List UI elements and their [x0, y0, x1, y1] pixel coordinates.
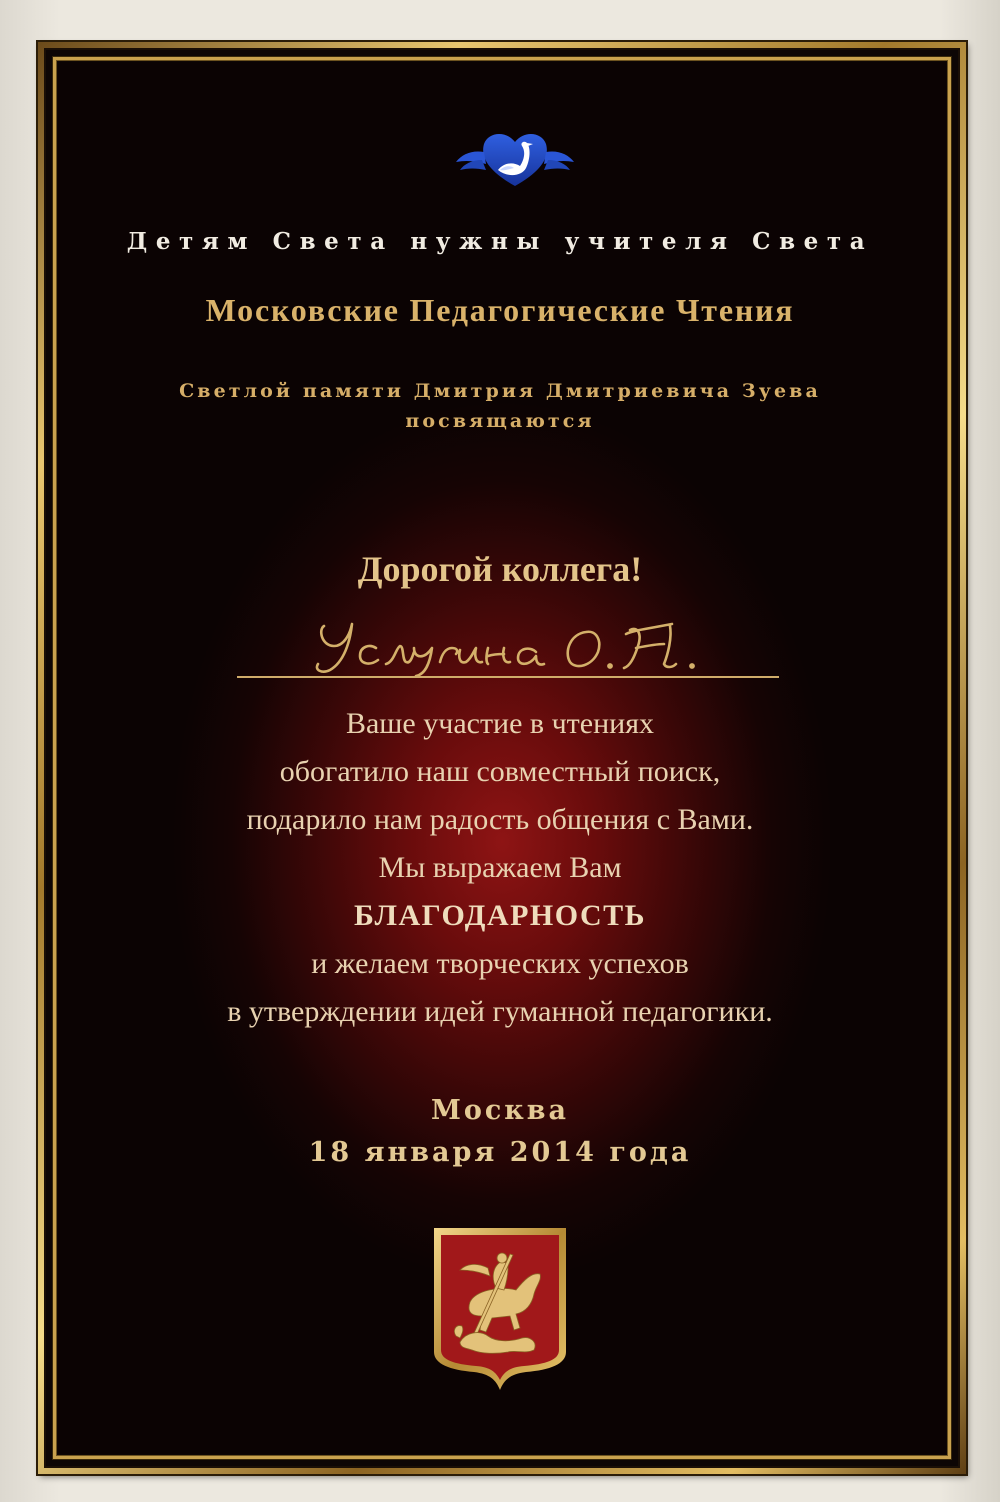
- message-line-2: обогатило наш совместный поиск,: [279, 755, 721, 788]
- gratitude-heading: БЛАГОДАРНОСТЬ: [354, 899, 646, 932]
- greeting: Дорогой коллега!: [357, 549, 643, 589]
- swan-heart-logo-icon: [454, 128, 576, 190]
- message-line-7: в утверждении идей гуманной педагогики.: [227, 995, 773, 1028]
- date: 18 января 2014 года: [308, 1137, 692, 1168]
- dedication-line-2: посвящаются: [405, 410, 595, 432]
- message-line-4: Мы выражаем Вам: [378, 851, 622, 884]
- message-line-6: и желаем творческих успехов: [311, 947, 689, 980]
- dedication: [0, 376, 1000, 436]
- place-and-date: [0, 1090, 1000, 1174]
- signature-underline: [237, 676, 779, 678]
- dedication-line-1: Светлой памяти Дмитрия Дмитриевича Зуева: [179, 380, 821, 402]
- city: Москва: [430, 1095, 570, 1126]
- gratitude-message: [0, 700, 1000, 1036]
- readings-title: Московские Педагогические Чтения: [205, 292, 795, 328]
- moscow-coat-of-arms-icon: [430, 1224, 570, 1394]
- message-line-1: Ваше участие в чтениях: [345, 707, 655, 740]
- message-line-3: подарило нам радость общения с Вами.: [246, 803, 754, 836]
- motto: Детям Света нужны учителя Света: [126, 228, 874, 255]
- handwritten-recipient-name: [300, 612, 770, 682]
